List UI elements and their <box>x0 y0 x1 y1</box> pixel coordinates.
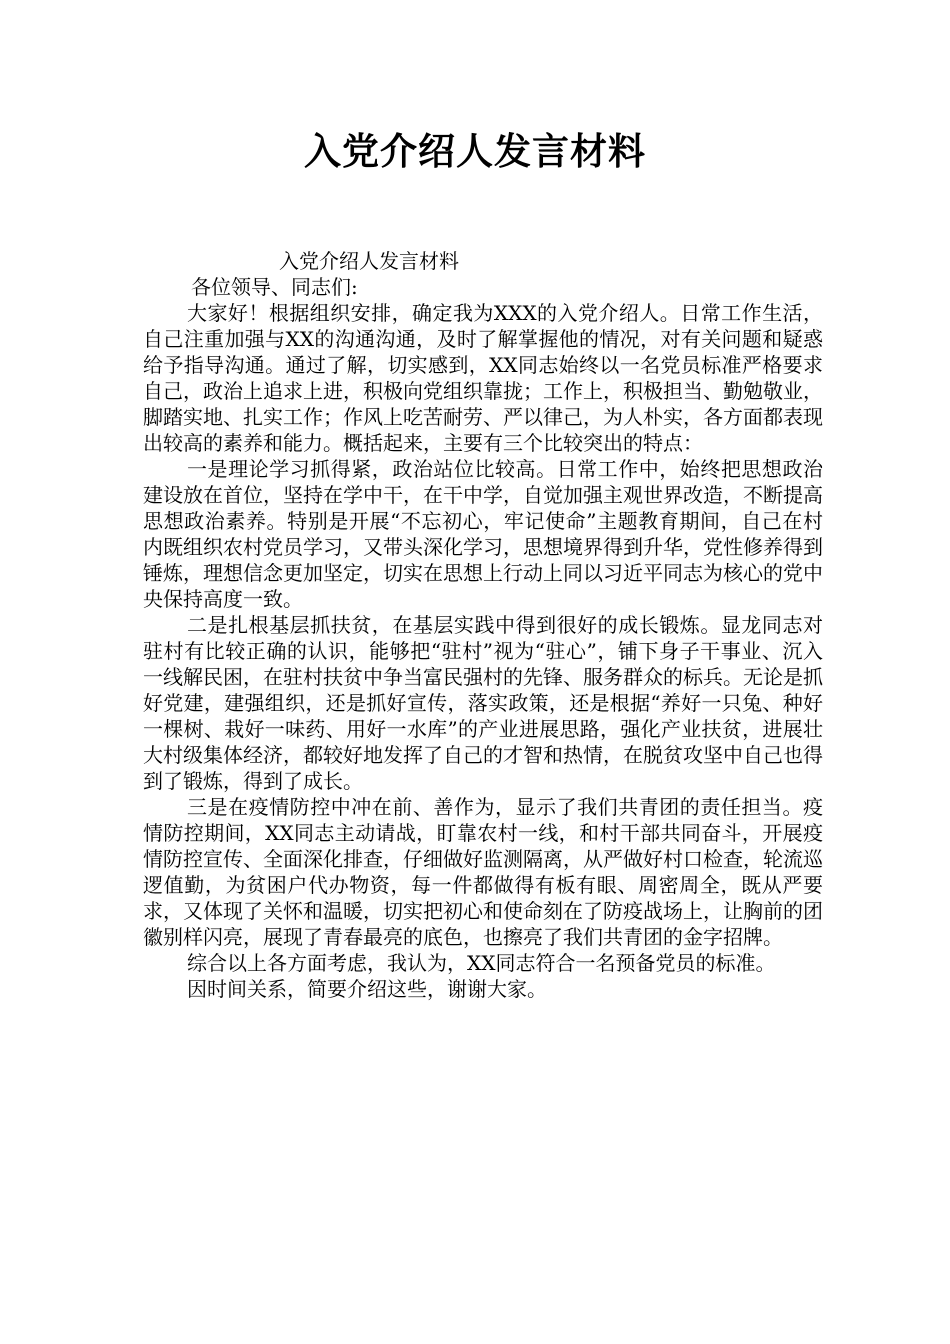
paragraph-opening: 大家好！根据组织安排，确定我为XXX的入党介绍人。日常工作生活，自己注重加强与XX的沟通沟通，及时了解掌握他的情况，对有关问题和疑惑给予指导沟通。通过了解，切实感到，XX同志始终以一名党员标准严格要求自己，政治上追求上进，积极向党组织靠拢；工作上，积极担当、勤勉敬业，脚踏实地、扎实工作；作风上吃苦耐劳、严以律己，为人朴实，各方面都表现出较高的素养和能力。概括起来，主要有三个比较突出的特点： <box>143 301 823 455</box>
document-body <box>143 248 823 1002</box>
page-title: 入党介绍人发言材料 <box>304 130 646 173</box>
document-subtitle: 入党介绍人发言材料 <box>279 249 459 273</box>
paragraph-point-one: 一是理论学习抓得紧，政治站位比较高。日常工作中，始终把思想政治建设放在首位，坚持在学中干，在干中学，自觉加强主观世界改造，不断提高思想政治素养。特别是开展“不忘初心，牢记使命”主题教育期间，自己在村内既组织农村党员学习，又带头深化学习，思想境界得到升华，党性修养得到锤炼，理想信念更加坚定，切实在思想上行动上同以习近平同志为核心的党中央保持高度一致。 <box>143 457 823 611</box>
salutation: 各位领导、同志们: <box>191 275 358 299</box>
paragraph-point-two: 二是扎根基层抓扶贫，在基层实践中得到很好的成长锻炼。显龙同志对驻村有比较正确的认识，能够把“驻村”视为“驻心”，铺下身子干事业、沉入一线解民困，在驻村扶贫中争当富民强村的先锋、服务群众的标兵。无论是抓好党建，建强组织，还是抓好宣传，落实政策，还是根据“养好一只兔、种好一棵树、栽好一味药、用好一水库”的产业进展思路，强化产业扶贫，进展壮大村级集体经济，都较好地发挥了自己的才智和热情，在脱贫攻坚中自己也得到了锻炼，得到了成长。 <box>143 613 823 793</box>
paragraph-closing: 因时间关系，简要介绍这些，谢谢大家。 <box>187 977 547 1001</box>
paragraph-point-three: 三是在疫情防控中冲在前、善作为，显示了我们共青团的责任担当。疫情防控期间，XX同志主动请战，盯靠农村一线，和村干部共同奋斗，开展疫情防控宣传、全面深化排查，仔细做好监测隔离，从严做好村口检查，轮流巡逻值勤，为贫困户代办物资，每一件都做得有板有眼、周密周全，既从严要求，又体现了关怀和温暖，切实把初心和使命刻在了防疫战场上，让胸前的团徽别样闪亮，展现了青春最亮的底色，也擦亮了我们共青团的金字招牌。 <box>143 795 823 949</box>
paragraph-conclusion: 综合以上各方面考虑，我认为，XX同志符合一名预备党员的标准。 <box>187 951 776 975</box>
